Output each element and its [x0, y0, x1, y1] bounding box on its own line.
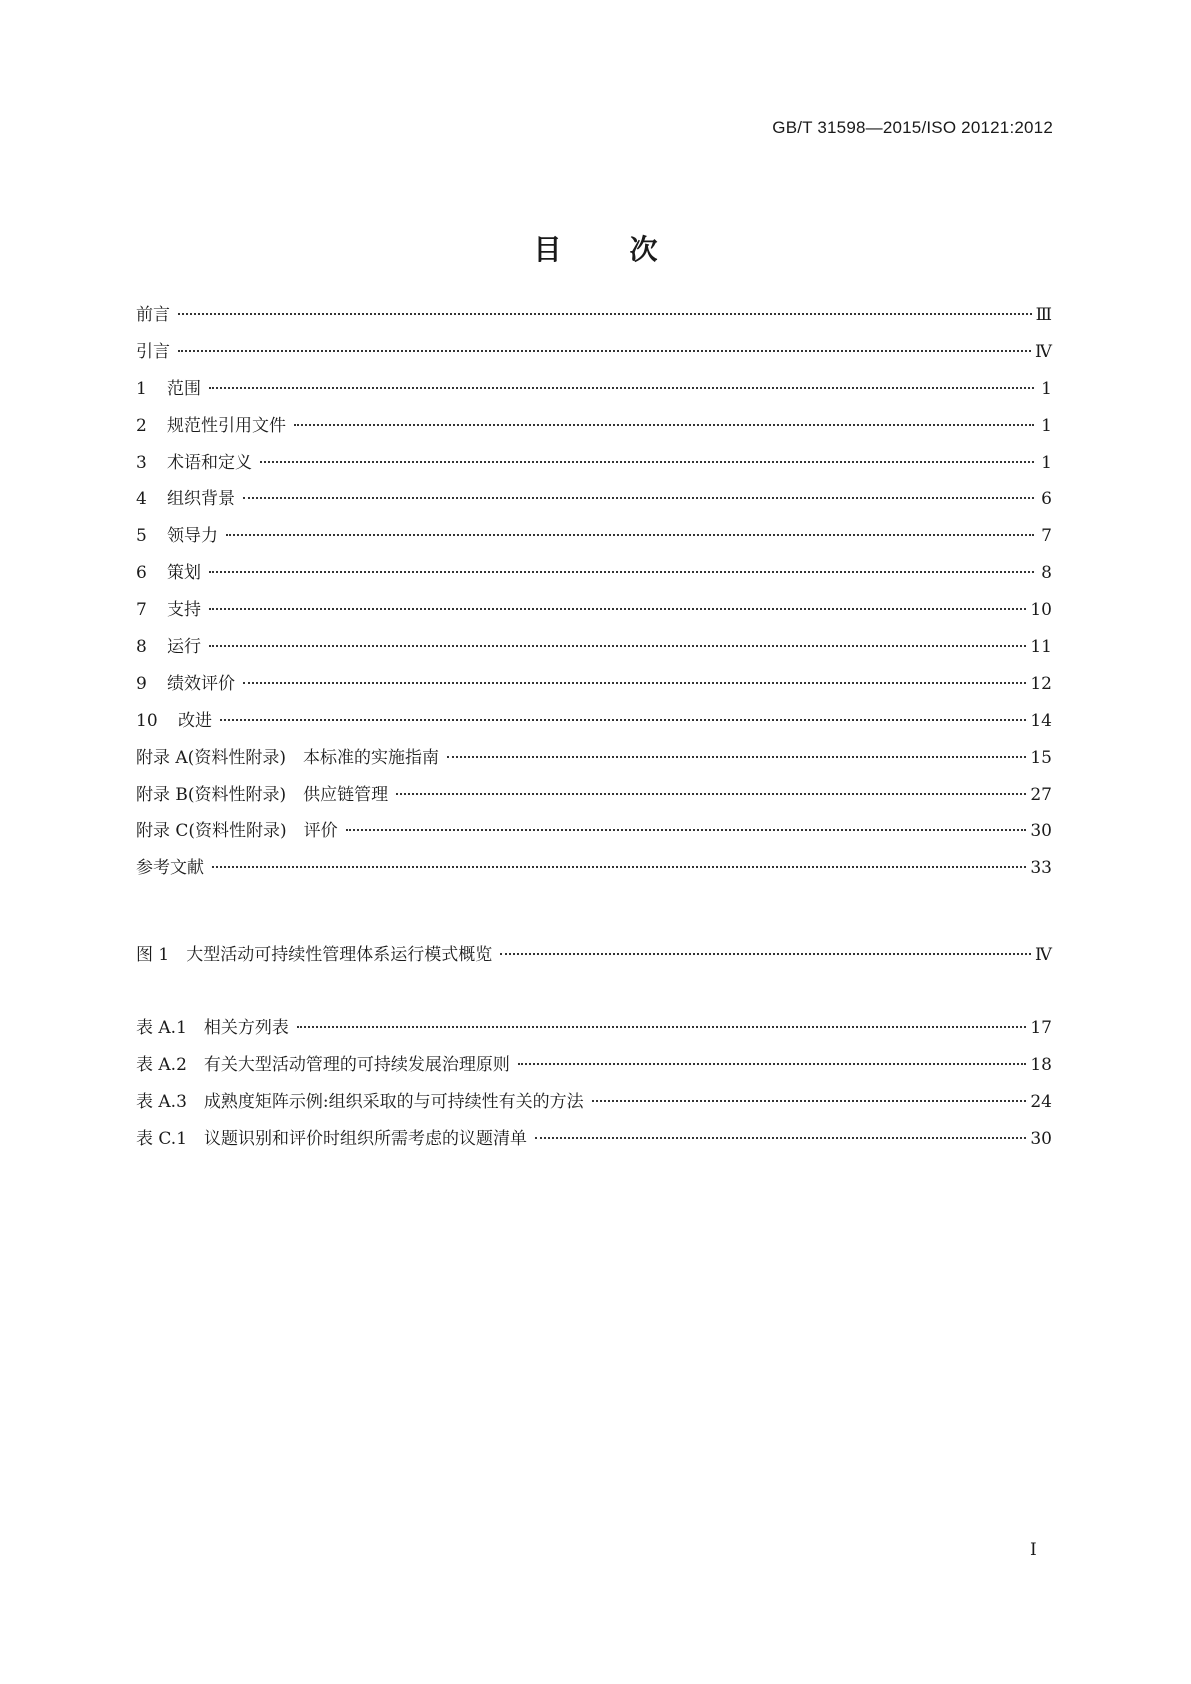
toc-label: 绩效评价 [167, 673, 235, 694]
toc-label: 引言 [136, 341, 170, 362]
leader-dots [209, 571, 1034, 573]
leader-dots [178, 313, 1032, 315]
toc-entry-10[interactable] [136, 706, 1052, 743]
toc-page: 33 [1030, 858, 1052, 879]
leader-dots [178, 350, 1031, 352]
toc-number: 4 [136, 489, 147, 510]
toc-entry-table-a2[interactable] [136, 1050, 1052, 1087]
toc-label: 表 A.3 成熟度矩阵示例:组织采取的与可持续性有关的方法 [136, 1091, 584, 1112]
toc-main [136, 300, 1052, 890]
toc-page: 27 [1030, 784, 1052, 805]
toc-label: 领导力 [167, 526, 218, 547]
toc-page: 12 [1030, 673, 1052, 694]
leader-dots [346, 829, 1027, 831]
toc-label: 范围 [167, 378, 201, 399]
leader-dots [212, 866, 1026, 868]
leader-dots [396, 793, 1026, 795]
toc-page: Ⅳ [1035, 341, 1052, 362]
leader-dots [226, 534, 1034, 536]
toc-page: 11 [1030, 637, 1052, 658]
toc-label: 支持 [167, 600, 201, 621]
toc-label: 组织背景 [167, 489, 235, 510]
toc-page: Ⅲ [1035, 305, 1052, 325]
toc-number: 8 [136, 637, 147, 658]
leader-dots [500, 953, 1031, 955]
toc-entry-5[interactable] [136, 521, 1052, 558]
toc-entry-8[interactable] [136, 632, 1052, 669]
toc-label: 规范性引用文件 [167, 415, 286, 436]
leader-dots [260, 461, 1034, 463]
toc-label: 前言 [136, 305, 170, 325]
toc-page: 6 [1041, 489, 1052, 510]
leader-dots [592, 1100, 1027, 1102]
document-header: GB/T 31598—2015/ISO 20121:2012 [772, 118, 1053, 137]
toc-label: 附录 A(资料性附录) 本标准的实施指南 [136, 747, 439, 768]
toc-page: 17 [1030, 1018, 1052, 1038]
toc-entry-introduction[interactable] [136, 337, 1052, 374]
toc-page: 14 [1030, 710, 1052, 731]
toc-entry-annex-c[interactable] [136, 816, 1052, 853]
toc-figures [136, 940, 1052, 977]
toc-page: 10 [1030, 600, 1052, 621]
toc-entry-2[interactable] [136, 411, 1052, 448]
toc-page: 1 [1041, 415, 1052, 436]
toc-entry-7[interactable] [136, 595, 1052, 632]
toc-label: 表 C.1 议题识别和评价时组织所需考虑的议题清单 [136, 1128, 528, 1149]
toc-entry-9[interactable] [136, 669, 1052, 706]
leader-dots [220, 719, 1026, 721]
toc-label: 附录 B(资料性附录) 供应链管理 [136, 784, 389, 805]
toc-page: Ⅳ [1035, 945, 1052, 965]
leader-dots [209, 387, 1034, 389]
toc-page: 7 [1041, 526, 1052, 547]
toc-page: 30 [1030, 1128, 1052, 1149]
toc-tables [136, 1013, 1052, 1161]
toc-entry-table-c1[interactable] [136, 1124, 1052, 1161]
leader-dots [535, 1137, 1026, 1139]
leader-dots [297, 1026, 1026, 1028]
toc-number: 2 [136, 415, 147, 436]
toc-label: 表 A.1 相关方列表 [136, 1018, 289, 1038]
toc-entry-3[interactable] [136, 448, 1052, 485]
toc-number: 5 [136, 526, 147, 547]
toc-number: 3 [136, 452, 147, 473]
toc-page: 18 [1030, 1054, 1052, 1075]
toc-entry-annex-a[interactable] [136, 743, 1052, 780]
leader-dots [243, 682, 1026, 684]
leader-dots [209, 608, 1026, 610]
toc-entry-1[interactable] [136, 374, 1052, 411]
toc-entry-annex-b[interactable] [136, 780, 1052, 817]
toc-label: 改进 [178, 710, 212, 731]
toc-entry-4[interactable] [136, 484, 1052, 521]
toc-label: 表 A.2 有关大型活动管理的可持续发展治理原则 [136, 1054, 510, 1075]
toc-entry-6[interactable] [136, 558, 1052, 595]
toc-entry-foreword[interactable] [136, 300, 1052, 337]
toc-number: 7 [136, 600, 147, 621]
leader-dots [447, 756, 1026, 758]
toc-label: 图 1 大型活动可持续性管理体系运行模式概览 [136, 945, 493, 965]
toc-label: 附录 C(资料性附录) 评价 [136, 821, 338, 842]
toc-entry-bibliography[interactable] [136, 853, 1052, 890]
leader-dots [294, 424, 1034, 426]
toc-page: 1 [1041, 378, 1052, 399]
toc-number: 1 [136, 378, 147, 399]
toc-label: 术语和定义 [167, 452, 252, 473]
toc-entry-figure-1[interactable] [136, 940, 1052, 977]
toc-number: 9 [136, 673, 147, 694]
toc-number: 6 [136, 563, 147, 584]
leader-dots [209, 645, 1026, 647]
toc-page: 8 [1041, 563, 1052, 584]
toc-page: 15 [1030, 747, 1052, 768]
toc-page: 1 [1041, 452, 1052, 473]
toc-label: 策划 [167, 563, 201, 584]
toc-label: 运行 [167, 637, 201, 658]
leader-dots [243, 497, 1034, 499]
toc-entry-table-a1[interactable] [136, 1013, 1052, 1050]
page-title: 目次 [533, 233, 726, 266]
toc-page: 30 [1030, 821, 1052, 842]
toc-page: 24 [1030, 1091, 1052, 1112]
leader-dots [518, 1063, 1026, 1065]
toc-label: 参考文献 [136, 858, 204, 879]
toc-entry-table-a3[interactable] [136, 1087, 1052, 1124]
page-number: I [1030, 1540, 1037, 1560]
toc-number: 10 [136, 710, 158, 731]
